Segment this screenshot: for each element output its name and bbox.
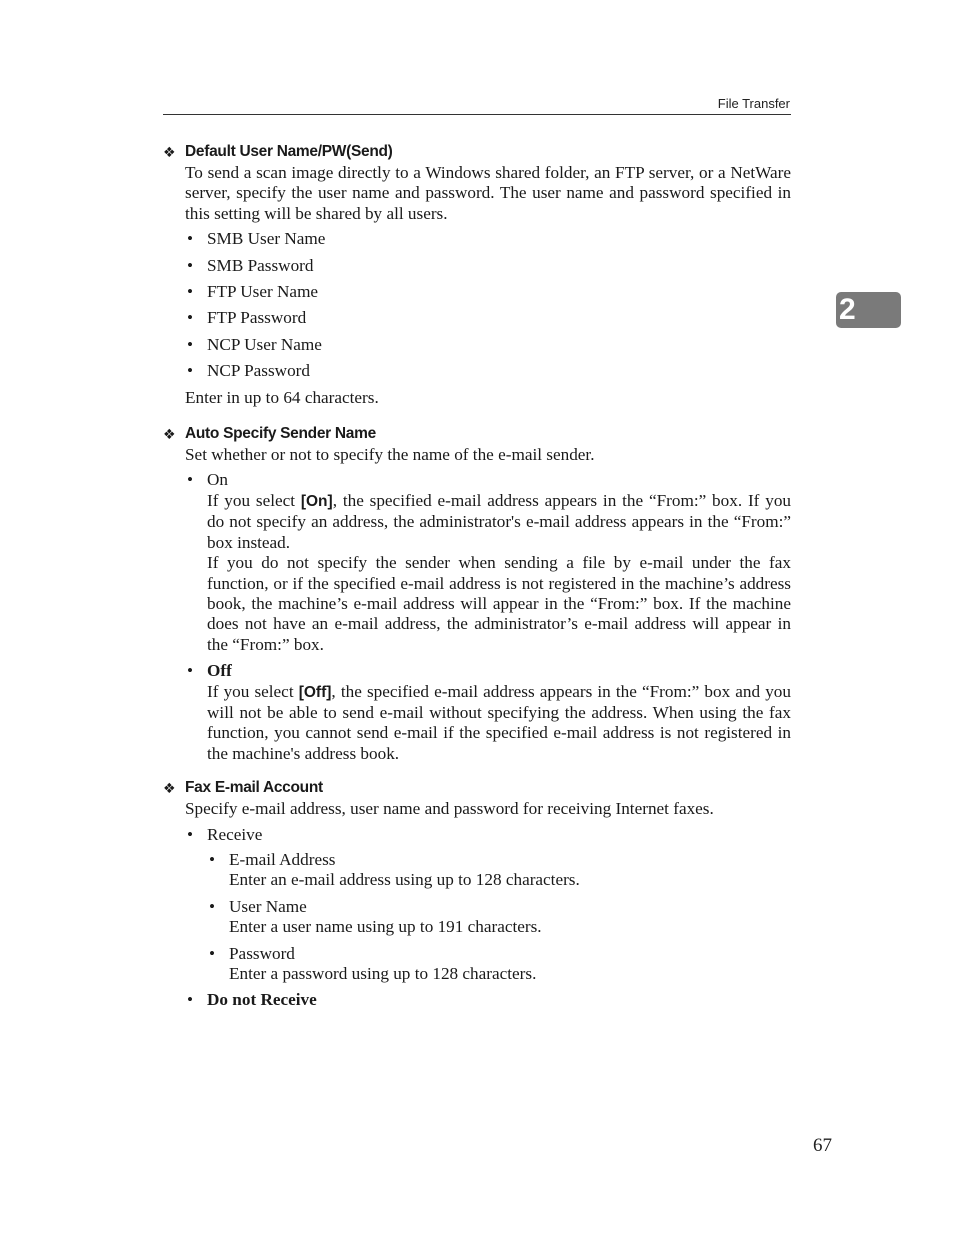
option-receive [185,825,791,985]
sub-option-label: • Password [229,943,295,963]
section-body [185,799,791,1011]
section-title: Auto Specify Sender Name [185,425,376,443]
list-item-label: NCP User Name [207,334,322,354]
section-fax-email-account [163,778,791,1011]
chapter-tab [836,292,901,328]
page-content [163,142,791,1017]
sub-option-description: Enter an e-mail address using up to 128 characters. [229,870,580,890]
option-do-not-receive [185,990,791,1010]
diamond-bullet-icon: ❖ [163,780,176,797]
section-note: Enter in up to 64 characters. [185,387,379,407]
chapter-number: 2 [839,293,856,326]
section-intro: To send a scan image directly to a Windows shared folder, an FTP server, or a NetWare server, specify the user name and password. The user name and password specified in this setting will be shared by all users. [185,163,791,223]
list-item [185,282,791,302]
section-heading [163,778,791,798]
option-label: • Do not Receive [207,990,317,1010]
list-item [185,335,791,355]
option-on [185,470,791,655]
list-item-label: FTP Password [207,308,307,328]
option-label: • Off [207,661,232,681]
list-item-label: SMB Password [207,255,314,275]
option-label: • On [207,470,229,490]
section-heading [163,142,791,162]
diamond-bullet-icon: ❖ [163,144,176,160]
list-item [185,361,791,381]
page-number: 67 [813,1135,832,1156]
list-item [185,229,791,249]
sub-option [207,944,791,985]
section-heading [163,424,791,444]
sub-option-label: • User Name [229,896,307,916]
list-item-label: NCP Password [207,361,310,381]
desc-text: If you select [207,681,299,701]
diamond-bullet-icon: ❖ [163,426,176,443]
credential-list [185,229,791,381]
desc-text: , the specified e-mail address appears in the “From:” box. If you do not specify an address, the administrator's e-mail address appears in the “From:” box instead. [207,490,792,552]
option-off [185,661,791,764]
section-title: Fax E-mail Account [185,779,323,797]
key-label: [Off] [298,683,332,701]
section-body [185,445,791,764]
list-item [185,308,791,328]
header-divider [163,114,791,115]
option-label: • Receive [207,824,263,844]
section-title: Default User Name/PW(Send) [185,143,393,160]
section-default-user-name [163,142,791,408]
option-description [207,682,791,765]
section-auto-specify-sender [163,424,791,764]
section-intro: Specify e-mail address, user name and password for receiving Internet faxes. [185,799,714,819]
list-item-label: SMB User Name [207,229,326,249]
option-extra-description: If you do not specify the sender when sending a file by e-mail under the fax function, or if the specified e-mail address is not registered in the machine’s address book, the machine’s e-mail address will appear in the “From:” box. If the machine does not have an e-mail address, the administrator’s e-mail address will appear in the “From:” box. [207,553,791,654]
section-body [185,163,791,408]
section-intro: Set whether or not to specify the name of the e-mail sender. [185,445,595,465]
sub-option [207,850,791,891]
desc-text: , the specified e-mail address appears in the “From:” box and you will not be able to send e-mail without specifying the address. When using the fax function, you cannot send e-mail if the specified e-mail address is not registered in the machine's address book. [207,681,791,763]
desc-text: If you select [207,490,301,510]
key-label: [On] [300,492,333,510]
option-description [207,491,791,553]
sub-option-description: Enter a password using up to 128 characters. [229,964,537,983]
running-header: File Transfer [717,96,790,111]
sub-option-label: • E-mail Address [229,849,336,869]
sub-option [207,897,791,938]
option-list [185,470,791,764]
option-list [185,825,791,1011]
sub-option-list [207,850,791,984]
list-item [185,256,791,276]
sub-option-description: Enter a user name using up to 191 characters. [229,917,542,937]
list-item-label: FTP User Name [207,282,319,302]
